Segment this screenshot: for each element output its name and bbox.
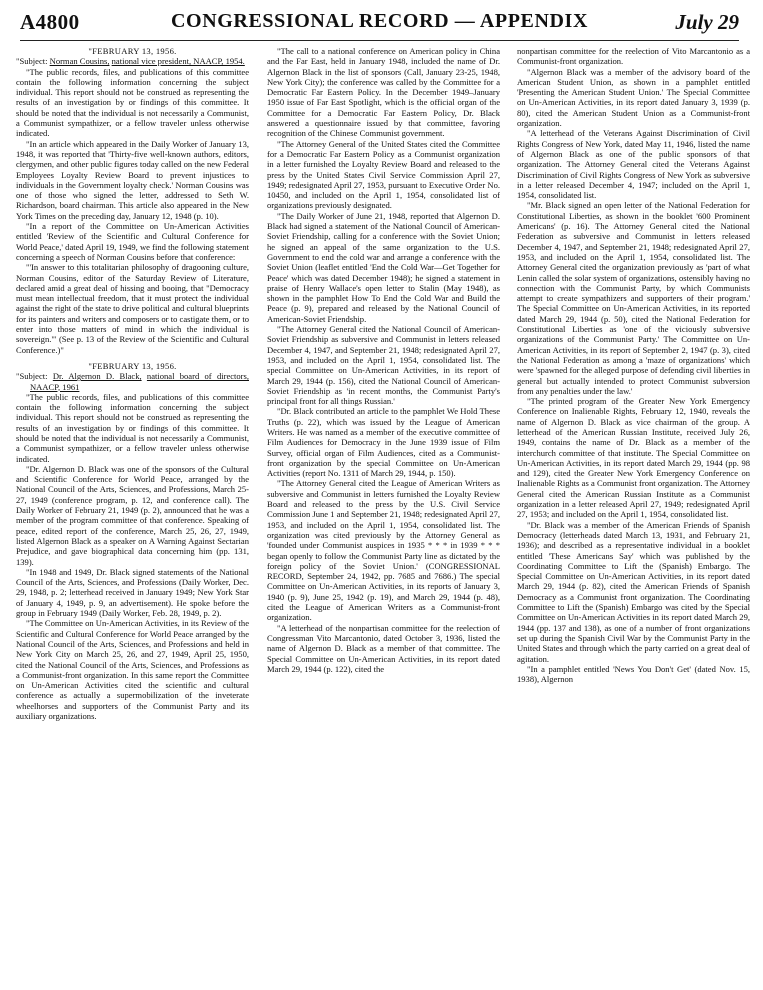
column-2 (267, 46, 500, 986)
body-paragraph: "The Daily Worker of June 21, 1948, reported that Algernon D. Black had signed a statement of the National Council of American-Soviet Friendship, calling for a conference with the Soviet Union; he signed an appeal of the same organization to the U.S. Government to end the cold war and arrange a conference with the Soviet Union (leaflet entitled 'End the Cold War—Get Together for Peace' which was dated December 1948); he signed a statement in praise of Henry Wallace's open letter to Stalin (May 1948), as shown in the pamphlet How To End the Cold War and Build the Peace (p. 9), prepared and released by the National Council of American-Soviet Friendship. (267, 210, 500, 324)
memo-dateline: "FEBRUARY 13, 1956. (88, 46, 177, 56)
subject-name: Dr. Algernon D. Black, (52, 371, 142, 382)
subject-label: "Subject: (16, 371, 48, 382)
body-paragraph: "Algernon Black was a member of the advisory board of the American Student Union, as shown in a pamphlet entitled 'Presenting the American Student Union.' The Special Committee on Un-American Activities, in its report dated January 3, 1939 (p. 80), cited the American Student Union as a Communist-front organization. (517, 66, 750, 129)
memo-subject (16, 56, 249, 66)
subject-name: Norman Cousins, (49, 56, 110, 67)
body-paragraph: "In 1948 and 1949, Dr. Black signed statements of the National Council of the Arts, Sciences, and Professions (Daily Worker, Dec. 29, 1948, p. 2; letterhead received in January 1949; New York Star of January 4, 1949, p. 9, an advertisement). He spoke before the group in February 1949 (Daily Worker, Feb. 28, 1949, p. 2). (16, 566, 249, 619)
body-paragraph: "The Attorney General of the United States cited the Committee for a Democratic Far Eastern Policy as a Communist organization in a letter furnished the Loyalty Review Board and released to the press by the United States Civil Service Commission April 27, 1949; redesignated April 27, 1953, pursuant to Executive Order No. 10450, and included on the April 1, 1954, consolidated list of organizations previously designated. (267, 138, 500, 211)
column-1 (16, 46, 249, 986)
memo-dateline: "FEBRUARY 13, 1956. (88, 360, 177, 371)
body-paragraph: nonpartisan committee for the reelection of Vito Marcantonio as a Communist-front organization. (517, 46, 750, 67)
body-paragraph: "The Attorney General cited the League of American Writers as subversive and Communist in letters furnished the Loyalty Review Board and released to the press by the U.S. Civil Service Commission June 1 and September 21, 1948; redesignated April 27, 1953, and included on the April 1, 1954, consolidated list. The organization was cited previously by the Attorney General as 'founded under Communist auspices in 1935 * * * in 1939 * * * began openly to follow the Communist Party line as dictated by the foreign policy of the Soviet Union.' (CONGRESSIONAL RECORD, September 24, 1942, pp. 7685 and 7686.) The special Committee on Un-American Activities, in its reports of January 3, 1940 (p. 9), June 25, 1942 (p. 19), and March 29, 1944 (p. 48), cited the League of American Writers as a Communist-front organization. (267, 478, 500, 623)
memo-subject (16, 371, 249, 392)
subject-title: national vice president, NAACP, 1954. (111, 56, 245, 67)
body-paragraph: "A letterhead of the Veterans Against Discrimination of Civil Rights Congress of New York, dated May 11, 1946, listed the name of Algernon Black as one of the public sponsors of that organization. The Attorney General cited the Veterans Against Discrimination of Civil Rights Congress of New York as subversive in a letter released December 4, 1947; included on the April 1, 1954, consolidated list. (517, 128, 750, 201)
header-rule (20, 40, 739, 41)
column-3 (517, 46, 750, 986)
page-header (20, 8, 739, 42)
body-paragraph: "In a pamphlet entitled 'News You Don't Get' (dated Nov. 15, 1938), Algernon (517, 663, 750, 685)
subject-label: "Subject: (16, 56, 48, 67)
body-paragraph: "Dr. Black contributed an article to the pamphlet We Hold These Truths (p. 22), which was issued by the League of American Writers. He was named as a member of the executive committee of Film Audiences for Democracy in the June 1939 issue of Film Survey, official organ of Film Audiences, cited as a Communist-front organization by the special Committee on Un-American Activities (report No. 1311 of March 29, 1944, p. 150). (267, 406, 500, 479)
body-paragraph: "The Committee on Un-American Activities, in its Review of the Scientific and Cultural Conference for World Peace arranged by the National Council of the Arts, Sciences, and Professions and held in New York City on March 25, 26, and 27, 1949, April 25, 1950, cited the National Council of the Arts, Sciences, and Professions as a Communist-front organization. In this same report the Committee on Un-American Activities cited the scientific and cultural conference as actually a supermobilization of the inveterate wheelhorses and supporters of the Communist Party and its auxiliary organizations. (16, 618, 249, 721)
body-paragraph: "The Attorney General cited the National Council of American-Soviet Friendship as subversive and Communist in letters released December 4, 1947, and September 21, 1948; redesignated April 27, 1953, and included on the April 1, 1954, consolidated list. The special Committee on Un-American Activities, in its report of March 29, 1944 (p. 156), cited the National Council of American-Soviet Friendship as 'in recent months, the Communist Party's principal front for all things Russian.' (267, 324, 500, 407)
body-paragraph: "The public records, files, and publications of this committee contain the following information concerning the subject individual. This report should not be construed as representing the results of an investigation by or findings of this committee. It should be noted that the individual is not necessarily a Communist, a Communist sympathizer, or a fellow traveler unless otherwise indicated. (16, 66, 249, 139)
subject-title: national board of directors, NAACP, 1961 (30, 371, 249, 392)
body-paragraph: "The call to a national conference on American policy in China and the Far East, held in January 1948, included the name of Dr. Algernon Black in the list of sponsors (Call, January 23-25, 1948, New York City); the conference was called by the Committee for a Democratic Far Eastern Policy. In the December 1949–January 1950 issue of Far East Spotlight, which is the official organ of the Committee for a Democratic Far Eastern Policy, Dr. Black answered a questionnaire issued by that committee, favoring recognition of the Chinese Communist government. (267, 46, 500, 139)
body-paragraph: "Dr. Black was a member of the American Friends of Spanish Democracy (letterheads dated March 13, 1931, and February 21, 1936); and described as a representative individual in a booklet entitled 'These Americans Say' which was published by the Coordinating Committee to Lift the (Spanish) Embargo. The Special Committee on Un-American Activities, in its report dated March 29, 1944 (p. 82), cited the American Friends of Spanish Democracy as a Communist front organization. The Coordinating Committee to Lift the (Spanish) Embargo was cited by the Special Committee on Un-American Activities in its report dated March 29, 1944 (pp. 137 and 138), as one of a number of front organizations set up during the Spanish Civil War by the Communist Party in the United States and through which the party carried on a great deal of agitation. (517, 519, 750, 664)
publication-title: CONGRESSIONAL RECORD — APPENDIX (171, 10, 588, 32)
body-paragraph: "'In answer to this totalitarian philosophy of dragooning culture, Norman Cousins, editor of the Saturday Review of Literature, declared amid a great deal of hissing and booing, that "Democracy must mean intellectual freedom, that it must protect the individual against the right of the state to drive political and cultural blueprints for its painters and writers and composers or to castigate them, or to enter into those matters of mind in which the individual is sovereign."' (See p. 13 of the Review of the Scientific and Cultural Conference.)" (16, 262, 249, 355)
body-paragraph: "The printed program of the Greater New York Emergency Conference on Inalienable Rights, February 12, 1940, reveals the name of Algernon D. Black as vice chairman of the group. A letterhead of the American Russian Institute, received July 26, 1949, contains the name of Dr. Black as a member of the interchurch committee of that institute. The Special Committee on Un-American Activities, in its report dated March 29, 1944 (pp. 98 and 129), cited the Greater New York Emergency Conference on Inalienable Rights as a Communist front organization. The Attorney General cited the American Russian Institute as a Communist organization in a letter released April 27, 1949; redesignated April 27, 1953; and included on the April 1, 1954, consolidated list. (517, 396, 750, 520)
body-paragraph: "In an article which appeared in the Daily Worker of January 13, 1948, it was reported that 'Thirty-five well-known authors, editors, clergymen, and other public figures today called on the new Federal Employees Loyalty Review Board to prevent injustices to individuals in the Government loyalty check.' Norman Cousins was one of those who signed the letter, addressed to Seth W. Richardson, board chairman. This article also appeared in the New York Times on the preceding day, January 12, 1948 (p. 10). (16, 138, 249, 221)
page-number: A4800 (20, 10, 80, 34)
body-paragraph: "A letterhead of the nonpartisan committee for the reelection of Congressman Vito Marcantonio, dated October 3, 1936, listed the name of Algernon D. Black as a member of that committee. The Special Committee on Un-American Activities, in its report dated March 29, 1944 (p. 122), cited the (267, 622, 500, 674)
body-paragraph: "Dr. Algernon D. Black was one of the sponsors of the Cultural and Scientific Conference for World Peace, arranged by the National Council of the Arts, Sciences, and Professions, March 25-27, 1949 (conference program, p. 12, and conference call). The Daily Worker of February 21, 1949 (p. 2), announced that he was a member of the program committee of that conference. Speaking of peace, edited report of the conference, March 25, 26, 27, 1949, listed Algernon Black as a speaker on A Warning Against Sectarian Prejudice, and gave biographical data concerning him (pp. 131, 139). (16, 463, 249, 567)
body-paragraph: "Mr. Black signed an open letter of the National Federation for Constitutional Liberties, as shown in the booklet '600 Prominent Americans' (p. 16). The Attorney General cited the National Federation as subversive and Communist in letters released December 4, 1947, and September 21, 1948; redesignated April 27, 1953, and included on the April 1, 1954, consolidated list. The Attorney General cited the organization previously as 'part of what Lenin called the solar system of organizations, ostensibly having no connection with the Communist Party, by which Communists attempt to create sympathizers and supporters of their program.' The Special Committee on Un-American Activities, in its reported dated March 29, 1944 (p. 50), cited the National Federation for Constitutional Liberties as 'one of the viciously subversive organizations of the Communist Party.' The Committee on Un-American Activities, in its report of September 2, 1947 (p. 3), cited the National Federation as among a 'maze of organizations' which were 'spawned for the alleged purpose of defending civil liberties in general but actually intended to protect Communist subversion from any penalties under the law.' (517, 200, 750, 396)
page-date: July 29 (675, 10, 739, 34)
body-paragraph: "The public records, files, and publications of this committee contain the following information concerning the subject individual. This report should not be construed as representing the results of an investigation by or findings of this committee. It should be noted that the individual is not necessarily a Communist, a Communist sympathizer, or a fellow traveler unless otherwise indicated. (16, 391, 249, 464)
body-paragraph: "In a report of the Committee on Un-American Activities entitled 'Review of the Scientific and Cultural Conference for World Peace,' dated April 19, 1949, we find the following statement concerning a speech of Norman Cousins before that conference: (16, 221, 249, 262)
